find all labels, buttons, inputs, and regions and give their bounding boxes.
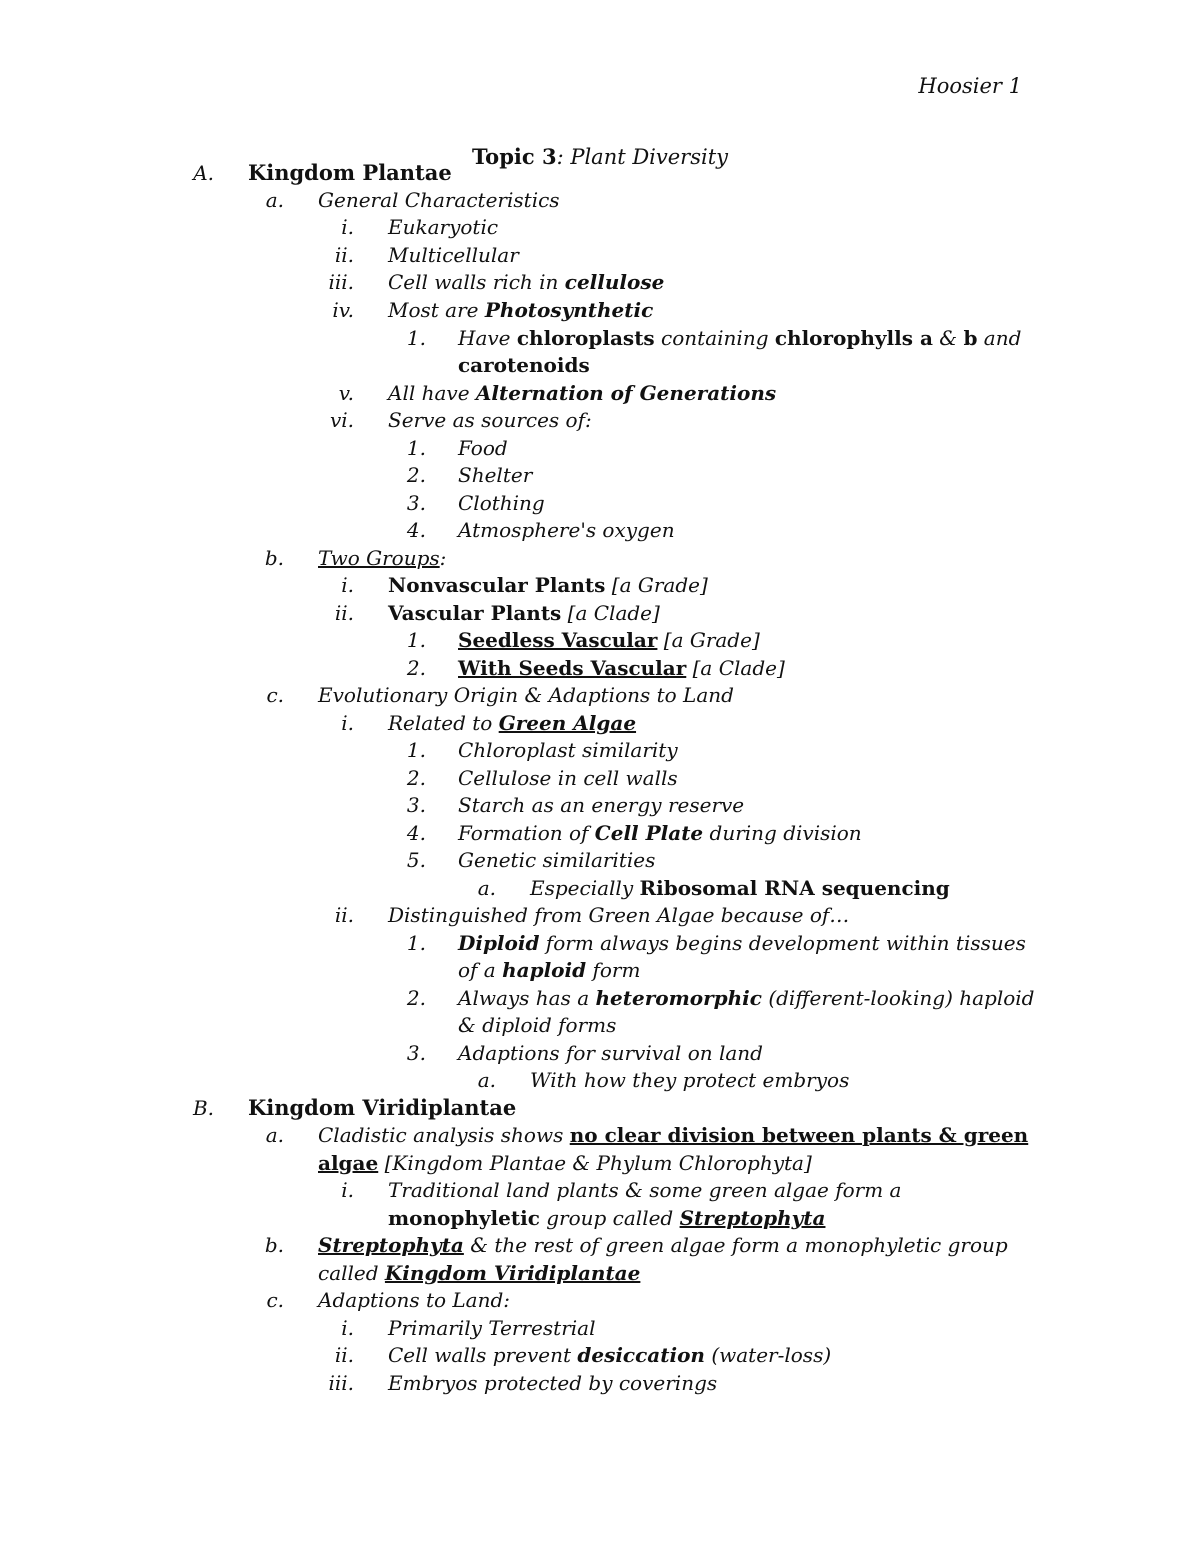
outline-text: Starch as an energy reserve — [458, 793, 745, 817]
list-marker: 2. — [406, 463, 426, 487]
outline-text: Streptophyta — [679, 1206, 826, 1230]
outline-text: Have — [458, 326, 517, 350]
list-marker: A. — [193, 161, 214, 185]
outline-item — [318, 1260, 640, 1286]
list-marker: iii. — [328, 270, 354, 294]
outline-text: Adaptions to Land: — [318, 1288, 511, 1312]
outline-text: & diploid forms — [458, 1013, 617, 1037]
list-marker: 4. — [406, 518, 426, 542]
outline-item — [458, 957, 640, 983]
outline-item — [388, 297, 653, 323]
outline-item — [458, 462, 532, 488]
outline-text: Clothing — [458, 491, 545, 515]
outline-text: Kingdom Viridiplantae — [248, 1095, 517, 1120]
outline-item — [458, 435, 508, 461]
list-marker: 2. — [406, 766, 426, 790]
outline-item — [318, 682, 734, 708]
outline-text: Cell Plate — [594, 821, 704, 845]
list-marker: a. — [477, 1068, 496, 1092]
list-marker: 4. — [406, 821, 426, 845]
list-marker: i. — [341, 1316, 354, 1340]
outline-text: Cladistic analysis shows — [318, 1123, 570, 1147]
outline-text: algae — [318, 1151, 379, 1175]
list-marker: 5. — [406, 848, 426, 872]
outline-text: Genetic similarities — [458, 848, 656, 872]
outline-text: With how they protect embryos — [530, 1068, 850, 1092]
outline-text: Adaptions for survival on land — [458, 1041, 763, 1065]
outline-item — [388, 1370, 717, 1396]
outline-text: containing — [654, 326, 775, 350]
outline-item — [388, 1315, 595, 1341]
outline-text: carotenoids — [458, 353, 590, 377]
outline-item — [458, 1012, 616, 1038]
outline-item — [388, 710, 636, 736]
outline-text: cellulose — [564, 270, 665, 294]
outline-text: Eukaryotic — [388, 215, 499, 239]
outline-text: Two Groups — [318, 546, 440, 570]
list-marker: c. — [266, 1288, 284, 1312]
outline-text: during division — [703, 821, 862, 845]
outline-text: Streptophyta — [318, 1233, 464, 1257]
outline-item — [318, 1287, 510, 1313]
list-marker: v. — [338, 381, 354, 405]
outline-text: Food — [458, 436, 508, 460]
outline-text: Vascular Plants — [388, 601, 562, 625]
outline-text: Kingdom Viridiplantae — [384, 1261, 641, 1285]
outline-item — [458, 627, 760, 653]
list-marker: 1. — [406, 931, 426, 955]
list-marker: a. — [265, 188, 284, 212]
outline-text: Photosynthetic — [484, 298, 654, 322]
outline-item — [530, 1067, 849, 1093]
outline-text: Serve as sources of: — [388, 408, 592, 432]
outline-text: Multicellular — [388, 243, 519, 267]
outline-text: haploid — [502, 958, 587, 982]
outline-item — [458, 490, 545, 516]
list-marker: ii. — [334, 601, 354, 625]
outline-text: Kingdom Plantae — [248, 160, 452, 185]
outline-item — [388, 902, 849, 928]
outline-item — [458, 517, 675, 543]
list-marker: 3. — [406, 1041, 426, 1065]
outline-text: Shelter — [458, 463, 533, 487]
outline-item — [388, 1205, 825, 1231]
outline-text: Nonvascular Plants — [388, 573, 606, 597]
list-marker: b. — [264, 1233, 284, 1257]
outline-text: [a Clade] — [686, 656, 785, 680]
outline-text: called — [318, 1261, 385, 1285]
list-marker: B. — [192, 1096, 214, 1120]
list-marker: c. — [266, 683, 284, 707]
list-marker: i. — [341, 711, 354, 735]
outline-text: Most are — [388, 298, 485, 322]
outline-item — [388, 600, 660, 626]
outline-text: group called — [539, 1206, 680, 1230]
outline-text: Formation of — [458, 821, 595, 845]
outline-item — [388, 1177, 901, 1203]
outline-item — [388, 214, 498, 240]
outline-item — [318, 545, 446, 571]
outline-text: Embryos protected by coverings — [388, 1371, 718, 1395]
outline-text: no clear division between plants & green — [569, 1123, 1029, 1147]
list-marker: b. — [264, 546, 284, 570]
outline-text: [a Grade] — [605, 573, 708, 597]
outline-text: Seedless Vascular — [458, 628, 658, 652]
outline-text: form — [586, 958, 641, 982]
outline-text: With Seeds Vascular — [458, 656, 687, 680]
outline-text: Cellulose in cell walls — [458, 766, 678, 790]
outline-text: Always has a — [458, 986, 596, 1010]
outline-item — [388, 380, 776, 406]
outline-item — [458, 847, 655, 873]
list-marker: 2. — [406, 986, 426, 1010]
outline-text: Cell walls prevent — [388, 1343, 578, 1367]
outline-text: [Kingdom Plantae & Phylum Chlorophyta] — [378, 1151, 812, 1175]
outline-item — [388, 407, 592, 433]
outline-item — [388, 242, 519, 268]
outline-text: (water-loss) — [704, 1343, 832, 1367]
outline-text: (different-looking) haploid — [761, 986, 1035, 1010]
outline-text: Atmosphere's oxygen — [458, 518, 675, 542]
outline-text: Ribosomal RNA sequencing — [639, 876, 950, 900]
list-marker: iv. — [332, 298, 354, 322]
outline-text: monophyletic — [388, 1206, 540, 1230]
outline-text: chloroplasts — [516, 326, 655, 350]
outline-text: Traditional land plants & some green algae form a — [388, 1178, 902, 1202]
outline-text: desiccation — [577, 1343, 705, 1367]
outline-text: heteromorphic — [595, 986, 762, 1010]
title-topic: Topic 3 — [471, 144, 557, 169]
outline-text: and — [977, 326, 1022, 350]
list-marker: ii. — [334, 1343, 354, 1367]
list-marker: a. — [477, 876, 496, 900]
outline-item — [388, 1342, 831, 1368]
outline-text: Alternation of Generations — [475, 381, 777, 405]
list-marker: 1. — [406, 436, 426, 460]
outline-text: chlorophylls a — [774, 326, 933, 350]
list-marker: i. — [341, 1178, 354, 1202]
list-marker: i. — [341, 215, 354, 239]
list-marker: a. — [265, 1123, 284, 1147]
list-marker: iii. — [328, 1371, 354, 1395]
list-marker: 2. — [406, 656, 426, 680]
outline-item — [458, 930, 1026, 956]
outline-text: Related to — [388, 711, 499, 735]
outline-item — [458, 325, 1021, 351]
outline-text: of a — [458, 958, 503, 982]
outline-item — [530, 875, 950, 901]
outline-text: & the rest of green algae form a monophyletic group — [463, 1233, 1008, 1257]
outline-item — [388, 269, 664, 295]
outline-item — [458, 737, 678, 763]
outline-text: Cell walls rich in — [388, 270, 565, 294]
outline-text: Chloroplast similarity — [458, 738, 678, 762]
outline-text: b — [963, 326, 978, 350]
title-subject: : Plant Diversity — [556, 145, 729, 169]
outline-text: Primarily Terrestrial — [388, 1316, 596, 1340]
outline-item — [318, 1122, 1028, 1148]
outline-text: General Characteristics — [318, 188, 560, 212]
outline-text: Evolutionary Origin & Adaptions to Land — [318, 683, 734, 707]
list-marker: 3. — [406, 793, 426, 817]
outline-item — [458, 792, 744, 818]
outline-item — [318, 187, 560, 213]
list-marker: i. — [341, 573, 354, 597]
outline-item — [458, 1040, 763, 1066]
outline-item — [248, 1095, 516, 1121]
outline-text: [a Grade] — [657, 628, 760, 652]
outline-item — [458, 655, 785, 681]
outline-text: All have — [388, 381, 476, 405]
list-marker: 3. — [406, 491, 426, 515]
outline-item — [388, 572, 708, 598]
outline-text: Especially — [530, 876, 640, 900]
list-marker: vi. — [329, 408, 354, 432]
outline-item — [318, 1150, 812, 1176]
outline-item — [458, 820, 862, 846]
list-marker: 1. — [406, 628, 426, 652]
outline-text: form always begins development within tissues — [539, 931, 1026, 955]
page-header: Hoosier 1 — [918, 74, 1022, 98]
outline-text: : — [439, 546, 447, 570]
outline-item — [458, 765, 678, 791]
outline-text: Green Algae — [498, 711, 637, 735]
outline-text: Distinguished from Green Algae because of… — [388, 903, 850, 927]
outline-text: [a Clade] — [561, 601, 660, 625]
list-marker: ii. — [334, 903, 354, 927]
list-marker: ii. — [334, 243, 354, 267]
outline-item — [458, 352, 590, 378]
list-marker: 1. — [406, 738, 426, 762]
outline-text: & — [932, 326, 964, 350]
outline-item — [248, 160, 452, 186]
outline-item — [318, 1232, 1008, 1258]
list-marker: 1. — [406, 326, 426, 350]
outline-text: Diploid — [458, 931, 540, 955]
outline-item — [458, 985, 1035, 1011]
